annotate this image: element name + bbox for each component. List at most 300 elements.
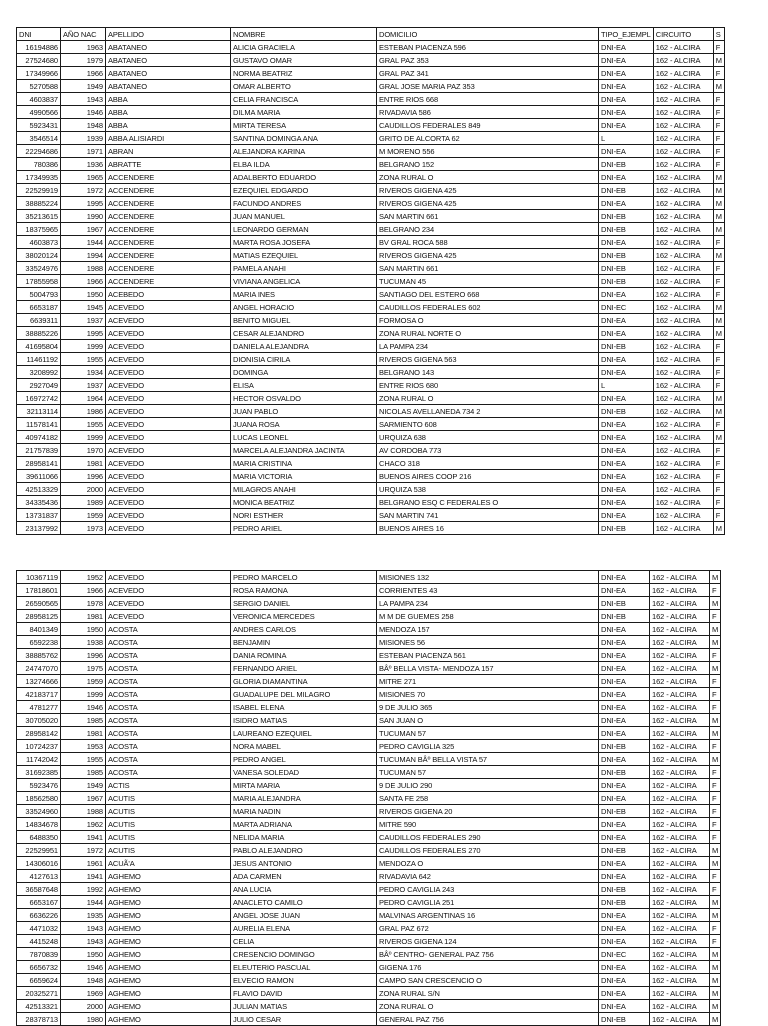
cell-tipo-ejemplar: DNI-EA [599, 392, 654, 405]
cell-circuito: 162 - ALCIRA [653, 405, 713, 418]
cell-nombre: JULIO CESAR [231, 1013, 377, 1026]
cell-circuito: 162 - ALCIRA [653, 249, 713, 262]
cell-tipo-ejemplar: DNI-EB [599, 610, 650, 623]
table-row [17, 405, 725, 418]
table-row [17, 571, 721, 584]
cell-domicilio: ESTEBAN PIACENZA 561 [377, 649, 599, 662]
cell-dni: 30705020 [17, 714, 61, 727]
cell-anio-nac: 1963 [61, 41, 106, 54]
cell-apellido: ACOSTA [106, 740, 231, 753]
cell-anio-nac: 1996 [61, 470, 106, 483]
cell-dni: 5004793 [17, 288, 61, 301]
cell-dni: 6653167 [17, 896, 61, 909]
table-row [17, 457, 725, 470]
cell-tipo-ejemplar: DNI-EA [599, 353, 654, 366]
cell-circuito: 162 - ALCIRA [650, 831, 710, 844]
cell-tipo-ejemplar: DNI-EA [599, 67, 654, 80]
cell-nombre: ADA CARMEN [231, 870, 377, 883]
cell-tipo-ejemplar: DNI-EA [599, 119, 654, 132]
cell-dni: 6639311 [17, 314, 61, 327]
cell-domicilio: SANTIAGO DEL ESTERO 668 [377, 288, 599, 301]
col-header-apellido: APELLIDO [106, 28, 231, 41]
table-row [17, 636, 721, 649]
cell-domicilio: URQUIZA 638 [377, 431, 599, 444]
cell-circuito: 162 - ALCIRA [653, 366, 713, 379]
cell-apellido: ACEVEDO [106, 301, 231, 314]
cell-domicilio: ESTEBAN PIACENZA 596 [377, 41, 599, 54]
cell-domicilio: ENTRE RIOS 668 [377, 93, 599, 106]
cell-nombre: CELIA FRANCISCA [231, 93, 377, 106]
cell-sexo: M [713, 301, 724, 314]
cell-nombre: ISABEL ELENA [231, 701, 377, 714]
cell-anio-nac: 1945 [61, 301, 106, 314]
table-row [17, 353, 725, 366]
cell-tipo-ejemplar: DNI-EA [599, 701, 650, 714]
table-row [17, 844, 721, 857]
cell-anio-nac: 1959 [61, 675, 106, 688]
cell-anio-nac: 1985 [61, 714, 106, 727]
cell-apellido: ACEBEDO [106, 288, 231, 301]
cell-domicilio: TUCUMAN 45 [377, 275, 599, 288]
cell-dni: 33524960 [17, 805, 61, 818]
cell-anio-nac: 1936 [61, 158, 106, 171]
cell-domicilio: CORRIENTES 43 [377, 584, 599, 597]
col-header-sexo: S [713, 28, 724, 41]
cell-apellido: ACOSTA [106, 714, 231, 727]
cell-tipo-ejemplar: DNI-EA [599, 961, 650, 974]
cell-domicilio: M MORENO 556 [377, 145, 599, 158]
cell-apellido: ACOSTA [106, 649, 231, 662]
cell-tipo-ejemplar: DNI-EC [599, 948, 650, 961]
cell-apellido: AGHEMO [106, 883, 231, 896]
cell-domicilio: RIVEROS GIGENA 425 [377, 197, 599, 210]
cell-domicilio: MISIONES 70 [377, 688, 599, 701]
cell-nombre: FERNANDO ARIEL [231, 662, 377, 675]
cell-tipo-ejemplar: DNI-EA [599, 327, 654, 340]
cell-nombre: MARIA INES [231, 288, 377, 301]
cell-sexo: M [710, 636, 721, 649]
cell-dni: 38885762 [17, 649, 61, 662]
cell-sexo: F [710, 675, 721, 688]
cell-nombre: JUAN MANUEL [231, 210, 377, 223]
cell-tipo-ejemplar: DNI-EB [599, 844, 650, 857]
cell-dni: 4781277 [17, 701, 61, 714]
cell-sexo: F [713, 483, 724, 496]
cell-dni: 39611066 [17, 470, 61, 483]
cell-nombre: ANGEL HORACIO [231, 301, 377, 314]
cell-apellido: ACEVEDO [106, 314, 231, 327]
cell-apellido: AGHEMO [106, 870, 231, 883]
cell-apellido: ABATANEO [106, 41, 231, 54]
cell-dni: 4603873 [17, 236, 61, 249]
cell-sexo: F [710, 584, 721, 597]
table-row [17, 314, 725, 327]
cell-tipo-ejemplar: DNI-EA [599, 571, 650, 584]
cell-apellido: ACEVEDO [106, 470, 231, 483]
col-header-dni: DNI [17, 28, 61, 41]
cell-apellido: ACUTIS [106, 844, 231, 857]
cell-circuito: 162 - ALCIRA [653, 223, 713, 236]
cell-sexo: F [710, 792, 721, 805]
cell-circuito: 162 - ALCIRA [653, 262, 713, 275]
cell-tipo-ejemplar: DNI-EA [599, 41, 654, 54]
cell-nombre: PAMELA ANAHI [231, 262, 377, 275]
cell-circuito: 162 - ALCIRA [650, 896, 710, 909]
table-row [17, 41, 725, 54]
cell-anio-nac: 1994 [61, 249, 106, 262]
cell-domicilio: ZONA RURAL S/N [377, 987, 599, 1000]
cell-sexo: F [710, 805, 721, 818]
cell-apellido: ACOSTA [106, 623, 231, 636]
cell-dni: 40974182 [17, 431, 61, 444]
cell-apellido: ACEVEDO [106, 327, 231, 340]
cell-dni: 5923431 [17, 119, 61, 132]
cell-nombre: MARIA CRISTINA [231, 457, 377, 470]
cell-dni: 4471032 [17, 922, 61, 935]
cell-apellido: ACOSTA [106, 766, 231, 779]
cell-dni: 20325271 [17, 987, 61, 1000]
table-row [17, 67, 725, 80]
cell-dni: 5923476 [17, 779, 61, 792]
cell-nombre: ROSA RAMONA [231, 584, 377, 597]
cell-tipo-ejemplar: DNI-EB [599, 223, 654, 236]
cell-tipo-ejemplar: DNI-EA [599, 288, 654, 301]
cell-apellido: ACCENDERE [106, 171, 231, 184]
cell-tipo-ejemplar: DNI-EB [599, 158, 654, 171]
cell-circuito: 162 - ALCIRA [653, 145, 713, 158]
cell-dni: 10724237 [17, 740, 61, 753]
cell-apellido: ACEVEDO [106, 584, 231, 597]
cell-domicilio: RIVADAVIA 586 [377, 106, 599, 119]
table-row [17, 80, 725, 93]
cell-circuito: 162 - ALCIRA [653, 171, 713, 184]
cell-sexo: M [710, 987, 721, 1000]
cell-nombre: JESUS ANTONIO [231, 857, 377, 870]
cell-dni: 10367119 [17, 571, 61, 584]
cell-domicilio: MISIONES 132 [377, 571, 599, 584]
table-row [17, 974, 721, 987]
table-row [17, 158, 725, 171]
cell-sexo: M [710, 857, 721, 870]
cell-nombre: NORI ESTHER [231, 509, 377, 522]
cell-tipo-ejemplar: DNI-EA [599, 496, 654, 509]
cell-sexo: M [713, 249, 724, 262]
cell-tipo-ejemplar: DNI-EA [599, 870, 650, 883]
cell-circuito: 162 - ALCIRA [653, 197, 713, 210]
cell-dni: 3546514 [17, 132, 61, 145]
cell-nombre: MARIA VICTORIA [231, 470, 377, 483]
cell-sexo: F [713, 509, 724, 522]
cell-circuito: 162 - ALCIRA [653, 314, 713, 327]
cell-dni: 8401349 [17, 623, 61, 636]
cell-apellido: ACOSTA [106, 662, 231, 675]
cell-anio-nac: 1989 [61, 496, 106, 509]
cell-apellido: ACEVEDO [106, 610, 231, 623]
table-row [17, 792, 721, 805]
col-header-anio-nac: AÑO NAC [61, 28, 106, 41]
cell-apellido: ACCENDERE [106, 223, 231, 236]
cell-sexo: M [710, 727, 721, 740]
cell-anio-nac: 1999 [61, 688, 106, 701]
cell-sexo: M [710, 662, 721, 675]
cell-tipo-ejemplar: DNI-EA [599, 314, 654, 327]
cell-nombre: MARIA NADIN [231, 805, 377, 818]
cell-apellido: AGHEMO [106, 974, 231, 987]
cell-sexo: M [713, 223, 724, 236]
cell-nombre: MIRTA TERESA [231, 119, 377, 132]
cell-anio-nac: 1971 [61, 145, 106, 158]
cell-domicilio: BELGRANO 234 [377, 223, 599, 236]
cell-dni: 32113114 [17, 405, 61, 418]
table-row [17, 688, 721, 701]
cell-circuito: 162 - ALCIRA [650, 753, 710, 766]
cell-apellido: ACTIS [106, 779, 231, 792]
cell-nombre: ELISA [231, 379, 377, 392]
cell-dni: 28378713 [17, 1013, 61, 1026]
cell-dni: 14834678 [17, 818, 61, 831]
cell-nombre: PEDRO ANGEL [231, 753, 377, 766]
table-row [17, 93, 725, 106]
cell-anio-nac: 1972 [61, 184, 106, 197]
cell-dni: 4603837 [17, 93, 61, 106]
cell-sexo: F [713, 236, 724, 249]
cell-dni: 13274666 [17, 675, 61, 688]
cell-apellido: ACEVEDO [106, 496, 231, 509]
cell-tipo-ejemplar: DNI-EB [599, 597, 650, 610]
cell-sexo: F [710, 883, 721, 896]
cell-apellido: ABBA ALISIARDI [106, 132, 231, 145]
cell-sexo: F [713, 275, 724, 288]
cell-nombre: OMAR ALBERTO [231, 80, 377, 93]
cell-anio-nac: 1995 [61, 197, 106, 210]
table-row [17, 197, 725, 210]
table-row [17, 236, 725, 249]
cell-sexo: F [713, 288, 724, 301]
cell-circuito: 162 - ALCIRA [650, 636, 710, 649]
cell-anio-nac: 1995 [61, 327, 106, 340]
cell-nombre: ELVECIO RAMON [231, 974, 377, 987]
cell-dni: 38885226 [17, 327, 61, 340]
table-row [17, 935, 721, 948]
cell-anio-nac: 1967 [61, 223, 106, 236]
cell-circuito: 162 - ALCIRA [650, 623, 710, 636]
cell-circuito: 162 - ALCIRA [650, 870, 710, 883]
table-body-block-2 [17, 571, 721, 1026]
cell-anio-nac: 1944 [61, 236, 106, 249]
cell-tipo-ejemplar: DNI-EA [599, 1000, 650, 1013]
cell-tipo-ejemplar: DNI-EA [599, 236, 654, 249]
cell-anio-nac: 1955 [61, 753, 106, 766]
cell-dni: 31692385 [17, 766, 61, 779]
cell-apellido: ACUÃ'A [106, 857, 231, 870]
cell-sexo: F [713, 379, 724, 392]
table-row [17, 675, 721, 688]
cell-circuito: 162 - ALCIRA [653, 392, 713, 405]
cell-circuito: 162 - ALCIRA [650, 948, 710, 961]
cell-apellido: ACCENDERE [106, 275, 231, 288]
cell-apellido: ACEVEDO [106, 571, 231, 584]
cell-circuito: 162 - ALCIRA [653, 418, 713, 431]
cell-dni: 4990566 [17, 106, 61, 119]
cell-apellido: AGHEMO [106, 922, 231, 935]
table-row [17, 431, 725, 444]
cell-anio-nac: 1939 [61, 132, 106, 145]
cell-domicilio: CHACO 318 [377, 457, 599, 470]
cell-domicilio: PEDRO CAVIGLIA 325 [377, 740, 599, 753]
cell-tipo-ejemplar: DNI-EA [599, 145, 654, 158]
cell-tipo-ejemplar: DNI-EA [599, 171, 654, 184]
cell-tipo-ejemplar: DNI-EB [599, 184, 654, 197]
cell-circuito: 162 - ALCIRA [653, 93, 713, 106]
cell-apellido: AGHEMO [106, 1013, 231, 1026]
cell-sexo: F [713, 158, 724, 171]
cell-dni: 17818601 [17, 584, 61, 597]
cell-circuito: 162 - ALCIRA [653, 80, 713, 93]
table-row [17, 831, 721, 844]
cell-sexo: F [713, 496, 724, 509]
cell-tipo-ejemplar: DNI-EA [599, 80, 654, 93]
cell-sexo: M [710, 844, 721, 857]
cell-circuito: 162 - ALCIRA [650, 974, 710, 987]
cell-circuito: 162 - ALCIRA [650, 818, 710, 831]
cell-sexo: F [713, 470, 724, 483]
cell-sexo: M [710, 1013, 721, 1026]
cell-sexo: M [713, 327, 724, 340]
cell-circuito: 162 - ALCIRA [653, 457, 713, 470]
cell-sexo: F [710, 831, 721, 844]
cell-apellido: ACCENDERE [106, 184, 231, 197]
cell-apellido: ACCENDERE [106, 197, 231, 210]
cell-tipo-ejemplar: DNI-EA [599, 753, 650, 766]
cell-domicilio: RIVEROS GIGENA 425 [377, 184, 599, 197]
table-row [17, 483, 725, 496]
cell-domicilio: ZONA RURAL O [377, 1000, 599, 1013]
cell-tipo-ejemplar: DNI-EA [599, 54, 654, 67]
cell-nombre: VIVIANA ANGELICA [231, 275, 377, 288]
cell-tipo-ejemplar: DNI-EA [599, 662, 650, 675]
cell-circuito: 162 - ALCIRA [653, 106, 713, 119]
cell-tipo-ejemplar: DNI-EB [599, 740, 650, 753]
cell-sexo: F [710, 766, 721, 779]
table-row [17, 779, 721, 792]
cell-domicilio: SARMIENTO 608 [377, 418, 599, 431]
table-row [17, 223, 725, 236]
cell-circuito: 162 - ALCIRA [650, 961, 710, 974]
cell-circuito: 162 - ALCIRA [650, 1000, 710, 1013]
cell-apellido: ACEVEDO [106, 457, 231, 470]
table-row [17, 857, 721, 870]
cell-nombre: GLORIA DIAMANTINA [231, 675, 377, 688]
cell-apellido: ACCENDERE [106, 249, 231, 262]
cell-circuito: 162 - ALCIRA [650, 688, 710, 701]
cell-nombre: LAUREANO EZEQUIEL [231, 727, 377, 740]
cell-domicilio: BELGRANO 143 [377, 366, 599, 379]
cell-apellido: ACOSTA [106, 675, 231, 688]
cell-circuito: 162 - ALCIRA [650, 714, 710, 727]
cell-domicilio: BÂº CENTRO- GENERAL PAZ 756 [377, 948, 599, 961]
table-row [17, 649, 721, 662]
cell-circuito: 162 - ALCIRA [653, 496, 713, 509]
cell-sexo: F [710, 779, 721, 792]
cell-tipo-ejemplar: DNI-EA [599, 483, 654, 496]
cell-tipo-ejemplar: DNI-EA [599, 197, 654, 210]
cell-anio-nac: 1985 [61, 766, 106, 779]
cell-domicilio: AV CORDOBA 773 [377, 444, 599, 457]
cell-dni: 11461192 [17, 353, 61, 366]
cell-apellido: ACOSTA [106, 701, 231, 714]
cell-circuito: 162 - ALCIRA [650, 740, 710, 753]
cell-nombre: CRESENCIO DOMINGO [231, 948, 377, 961]
cell-domicilio: ZONA RURAL NORTE O [377, 327, 599, 340]
cell-domicilio: CAUDILLOS FEDERALES 849 [377, 119, 599, 132]
cell-circuito: 162 - ALCIRA [650, 727, 710, 740]
cell-nombre: CESAR ALEJANDRO [231, 327, 377, 340]
cell-circuito: 162 - ALCIRA [650, 922, 710, 935]
cell-nombre: FACUNDO ANDRES [231, 197, 377, 210]
cell-circuito: 162 - ALCIRA [653, 67, 713, 80]
table-row [17, 509, 725, 522]
cell-nombre: PEDRO MARCELO [231, 571, 377, 584]
cell-tipo-ejemplar: DNI-EC [599, 301, 654, 314]
cell-dni: 780386 [17, 158, 61, 171]
cell-circuito: 162 - ALCIRA [653, 184, 713, 197]
cell-tipo-ejemplar: DNI-EA [599, 584, 650, 597]
cell-circuito: 162 - ALCIRA [650, 610, 710, 623]
cell-tipo-ejemplar: DNI-EA [599, 509, 654, 522]
cell-anio-nac: 1949 [61, 80, 106, 93]
voter-table-block-1 [16, 27, 725, 535]
cell-dni: 22294686 [17, 145, 61, 158]
cell-anio-nac: 1990 [61, 210, 106, 223]
cell-circuito: 162 - ALCIRA [650, 909, 710, 922]
cell-sexo: F [713, 262, 724, 275]
cell-tipo-ejemplar: DNI-EA [599, 623, 650, 636]
cell-nombre: ANACLETO CAMILO [231, 896, 377, 909]
cell-tipo-ejemplar: DNI-EB [599, 896, 650, 909]
cell-apellido: ACUTIS [106, 805, 231, 818]
cell-anio-nac: 1986 [61, 405, 106, 418]
cell-circuito: 162 - ALCIRA [653, 379, 713, 392]
cell-dni: 4127613 [17, 870, 61, 883]
cell-nombre: BENITO MIGUEL [231, 314, 377, 327]
cell-apellido: ACOSTA [106, 727, 231, 740]
cell-circuito: 162 - ALCIRA [653, 522, 713, 535]
table-row [17, 662, 721, 675]
cell-domicilio: GIGENA 176 [377, 961, 599, 974]
cell-anio-nac: 1965 [61, 171, 106, 184]
cell-anio-nac: 1961 [61, 857, 106, 870]
cell-sexo: F [713, 119, 724, 132]
cell-nombre: NORMA BEATRIZ [231, 67, 377, 80]
cell-domicilio: TUCUMAN 57 [377, 766, 599, 779]
table-row [17, 740, 721, 753]
cell-domicilio: RIVEROS GIGENA 124 [377, 935, 599, 948]
cell-apellido: ACOSTA [106, 636, 231, 649]
cell-nombre: PEDRO ARIEL [231, 522, 377, 535]
cell-tipo-ejemplar: DNI-EA [599, 714, 650, 727]
cell-anio-nac: 1978 [61, 597, 106, 610]
cell-apellido: ACEVEDO [106, 379, 231, 392]
cell-nombre: MATIAS EZEQUIEL [231, 249, 377, 262]
cell-apellido: ABRATTE [106, 158, 231, 171]
table-row [17, 987, 721, 1000]
cell-circuito: 162 - ALCIRA [650, 662, 710, 675]
cell-sexo: M [710, 909, 721, 922]
cell-apellido: AGHEMO [106, 1000, 231, 1013]
cell-domicilio: GRAL PAZ 341 [377, 67, 599, 80]
cell-sexo: F [710, 818, 721, 831]
cell-sexo: M [710, 753, 721, 766]
